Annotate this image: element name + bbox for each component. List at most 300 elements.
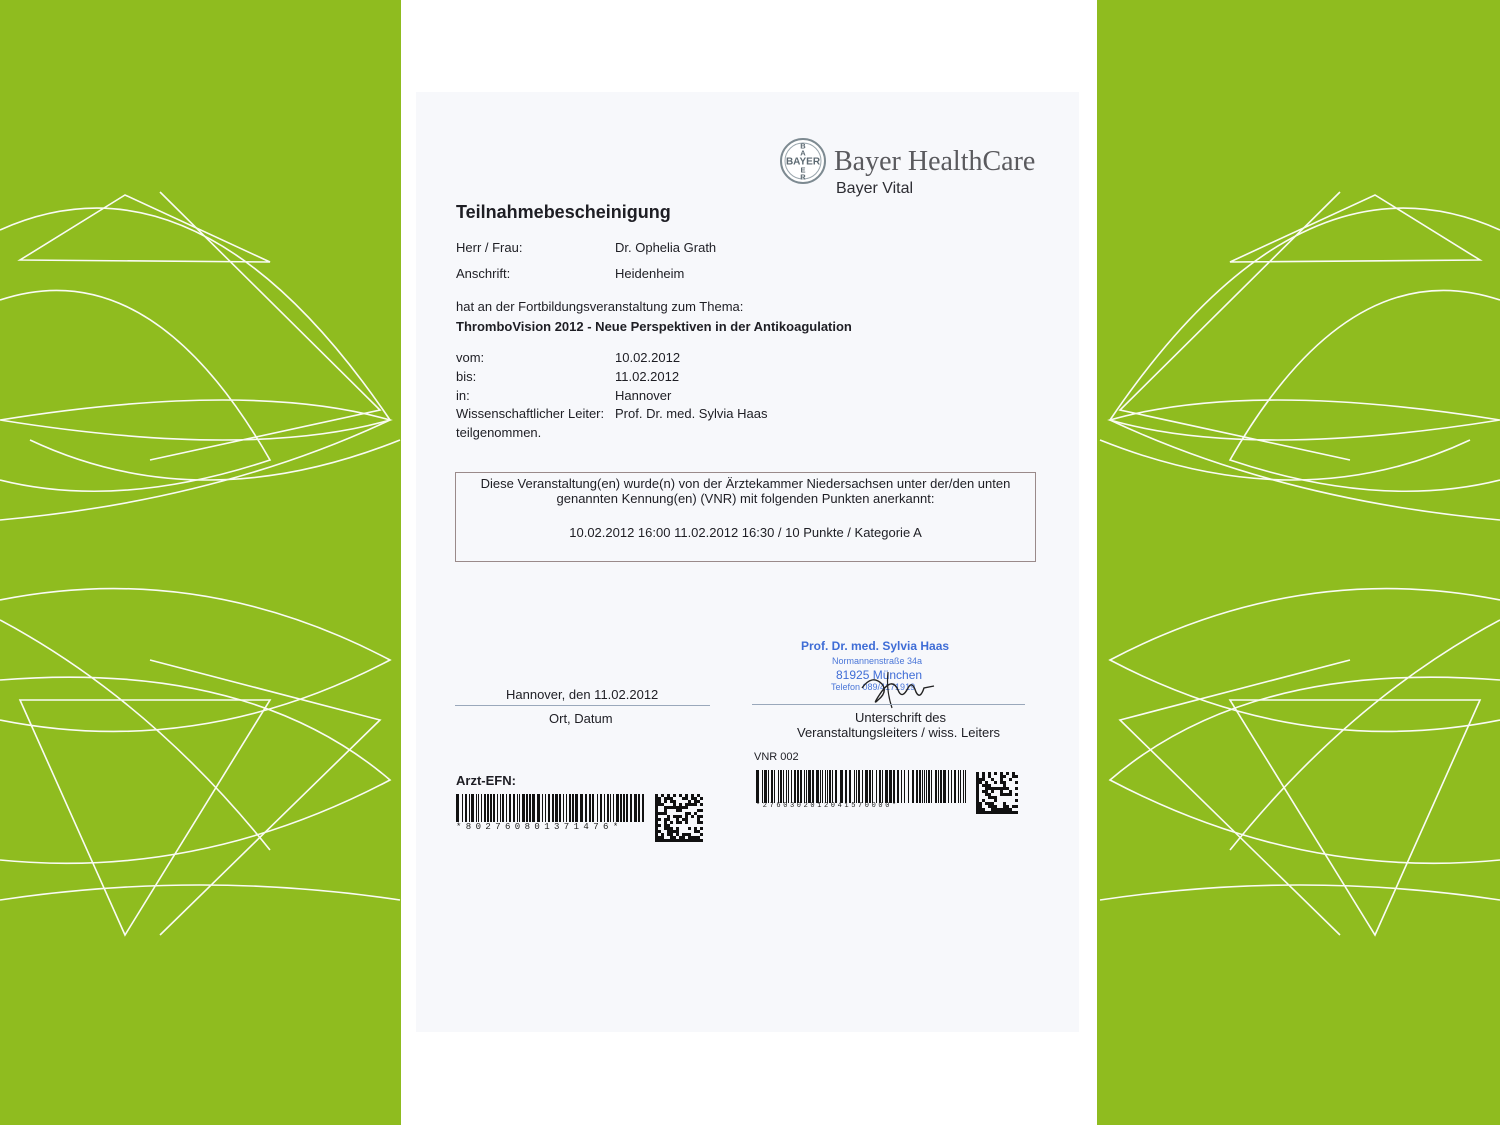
detail-label-location: in: xyxy=(456,388,470,403)
datamatrix-module xyxy=(1003,805,1006,808)
datamatrix-module xyxy=(979,802,982,805)
barcode-bar xyxy=(764,770,767,803)
datamatrix-module xyxy=(1003,811,1006,814)
datamatrix-module xyxy=(694,830,697,833)
datamatrix-module xyxy=(655,833,658,836)
ornament-pattern-right xyxy=(1097,0,1500,1125)
barcode-bar xyxy=(940,770,942,803)
datamatrix-module xyxy=(655,827,658,830)
efn-datamatrix-code xyxy=(655,794,703,842)
datamatrix-module xyxy=(694,839,697,842)
barcode-bar xyxy=(623,794,625,822)
barcode-bar xyxy=(926,770,927,803)
barcode-bar xyxy=(786,770,787,803)
datamatrix-module xyxy=(976,778,979,781)
datamatrix-module xyxy=(700,797,703,800)
barcode-bar xyxy=(806,770,807,803)
datamatrix-module xyxy=(685,812,688,815)
datamatrix-module xyxy=(676,827,679,830)
datamatrix-module xyxy=(664,839,667,842)
datamatrix-module xyxy=(667,797,670,800)
datamatrix-module xyxy=(985,787,988,790)
stamp-city: 81925 München xyxy=(836,668,923,682)
barcode-bar xyxy=(616,794,619,822)
datamatrix-module xyxy=(982,808,985,811)
barcode-bar xyxy=(788,770,789,803)
datamatrix-module xyxy=(667,806,670,809)
datamatrix-module xyxy=(688,803,691,806)
datamatrix-module xyxy=(673,830,676,833)
vnr-barcode-number: *2760302012041570000* xyxy=(756,802,899,810)
datamatrix-module xyxy=(994,799,997,802)
datamatrix-module xyxy=(667,839,670,842)
barcode-bar xyxy=(537,794,540,822)
datamatrix-module xyxy=(979,811,982,814)
datamatrix-module xyxy=(670,827,673,830)
barcode-bar xyxy=(563,794,564,822)
datamatrix-module xyxy=(655,830,658,833)
datamatrix-module xyxy=(661,803,664,806)
datamatrix-module xyxy=(976,802,979,805)
datamatrix-module xyxy=(670,839,673,842)
datamatrix-module xyxy=(688,827,691,830)
datamatrix-module xyxy=(700,827,703,830)
barcode-bar xyxy=(869,770,871,803)
datamatrix-module xyxy=(673,836,676,839)
datamatrix-module xyxy=(991,802,994,805)
barcode-bar xyxy=(938,770,939,803)
barcode-bar xyxy=(778,770,779,803)
efn-barcode xyxy=(456,794,646,822)
datamatrix-module xyxy=(673,803,676,806)
datamatrix-module xyxy=(976,811,979,814)
datamatrix-module xyxy=(664,824,667,827)
barcode-bar xyxy=(804,770,805,803)
datamatrix-module xyxy=(673,794,676,797)
accreditation-box xyxy=(455,472,1036,562)
datamatrix-module xyxy=(670,833,673,836)
datamatrix-module xyxy=(655,815,658,818)
datamatrix-module xyxy=(976,808,979,811)
datamatrix-module xyxy=(991,778,994,781)
datamatrix-module xyxy=(994,811,997,814)
datamatrix-module xyxy=(694,803,697,806)
datamatrix-module xyxy=(1003,784,1006,787)
datamatrix-module xyxy=(673,839,676,842)
closing-text: teilgenommen. xyxy=(456,425,542,440)
barcode-bar xyxy=(924,770,925,803)
barcode-bar xyxy=(928,770,930,803)
datamatrix-module xyxy=(655,803,658,806)
barcode-bar xyxy=(825,770,826,803)
datamatrix-module xyxy=(658,824,661,827)
barcode-bar xyxy=(555,794,558,822)
datamatrix-module xyxy=(985,784,988,787)
barcode-bar xyxy=(756,770,759,803)
datamatrix-module xyxy=(655,794,658,797)
datamatrix-module xyxy=(1006,808,1009,811)
datamatrix-module xyxy=(700,839,703,842)
barcode-bar xyxy=(820,770,821,803)
datamatrix-module xyxy=(700,821,703,824)
left-decorative-panel xyxy=(0,0,401,1125)
datamatrix-module xyxy=(667,815,670,818)
datamatrix-module xyxy=(655,821,658,824)
barcode-bar xyxy=(569,794,571,822)
barcode-bar xyxy=(522,794,525,822)
datamatrix-module xyxy=(697,815,700,818)
barcode-bar xyxy=(865,770,868,803)
barcode-bar xyxy=(613,794,614,822)
datamatrix-module xyxy=(691,815,694,818)
datamatrix-module xyxy=(1015,799,1018,802)
datamatrix-module xyxy=(685,815,688,818)
datamatrix-module xyxy=(694,812,697,815)
arzt-efn-label: Arzt-EFN: xyxy=(456,773,516,788)
svg-text:BAYER: BAYER xyxy=(785,156,821,168)
datamatrix-module xyxy=(676,818,679,821)
datamatrix-module xyxy=(676,833,679,836)
datamatrix-module xyxy=(1015,805,1018,808)
datamatrix-module xyxy=(667,830,670,833)
svg-text:A: A xyxy=(800,148,806,158)
datamatrix-module xyxy=(685,839,688,842)
barcode-bar xyxy=(812,770,814,803)
barcode-bar xyxy=(845,770,847,803)
datamatrix-module xyxy=(1000,808,1003,811)
datamatrix-module xyxy=(991,805,994,808)
datamatrix-module xyxy=(655,809,658,812)
datamatrix-module xyxy=(664,806,667,809)
datamatrix-module xyxy=(700,833,703,836)
barcode-bar xyxy=(484,794,486,822)
datamatrix-module xyxy=(682,836,685,839)
vnr-datamatrix-code xyxy=(976,772,1018,814)
barcode-bar xyxy=(943,770,946,803)
barcode-bar xyxy=(872,770,873,803)
datamatrix-module xyxy=(1009,790,1012,793)
datamatrix-module xyxy=(661,812,664,815)
datamatrix-module xyxy=(1006,805,1009,808)
barcode-bar xyxy=(774,770,775,803)
datamatrix-module xyxy=(667,824,670,827)
datamatrix-module xyxy=(994,808,997,811)
barcode-bar xyxy=(469,794,470,822)
brand-name: Bayer HealthCare xyxy=(834,146,1036,177)
barcode-bar xyxy=(951,770,952,803)
datamatrix-module xyxy=(700,809,703,812)
barcode-bar xyxy=(592,794,594,822)
datamatrix-module xyxy=(664,812,667,815)
barcode-bar xyxy=(916,770,918,803)
datamatrix-module xyxy=(988,793,991,796)
datamatrix-module xyxy=(982,772,985,775)
barcode-bar xyxy=(897,770,899,803)
datamatrix-module xyxy=(661,836,664,839)
datamatrix-module xyxy=(679,794,682,797)
barcode-bar xyxy=(580,794,583,822)
datamatrix-module xyxy=(1009,793,1012,796)
datamatrix-module xyxy=(694,836,697,839)
participant-label: Herr / Frau: xyxy=(456,240,523,255)
stamp-street: Normannenstraße 34a xyxy=(832,656,923,666)
place-date-value: Hannover, den 11.02.2012 xyxy=(506,687,659,702)
datamatrix-module xyxy=(1000,781,1003,784)
barcode-bar xyxy=(827,770,828,803)
datamatrix-module xyxy=(994,787,997,790)
barcode-bar xyxy=(476,794,477,822)
barcode-bar xyxy=(862,770,863,803)
barcode-bar xyxy=(771,770,773,803)
datamatrix-module xyxy=(685,833,688,836)
datamatrix-module xyxy=(694,800,697,803)
datamatrix-module xyxy=(679,839,682,842)
datamatrix-module xyxy=(664,827,667,830)
datamatrix-module xyxy=(976,805,979,808)
datamatrix-module xyxy=(697,830,700,833)
datamatrix-module xyxy=(658,800,661,803)
datamatrix-module xyxy=(670,800,673,803)
datamatrix-module xyxy=(1000,790,1003,793)
barcode-bar xyxy=(794,770,796,803)
barcode-bar xyxy=(958,770,959,803)
datamatrix-module xyxy=(697,809,700,812)
barcode-bar xyxy=(783,770,784,803)
event-topic: ThromboVision 2012 - Neue Perspektiven in der Antikoagulation xyxy=(456,319,852,334)
barcode-bar xyxy=(908,770,909,803)
barcode-bar xyxy=(526,794,528,822)
datamatrix-module xyxy=(982,811,985,814)
barcode-bar xyxy=(931,770,932,803)
datamatrix-module xyxy=(997,811,1000,814)
detail-label-leader: Wissenschaftlicher Leiter: xyxy=(456,406,605,421)
datamatrix-module xyxy=(979,805,982,808)
datamatrix-module xyxy=(658,836,661,839)
datamatrix-module xyxy=(691,797,694,800)
datamatrix-module xyxy=(664,797,667,800)
datamatrix-module xyxy=(679,821,682,824)
barcode-bar xyxy=(922,770,923,803)
datamatrix-module xyxy=(988,805,991,808)
datamatrix-module xyxy=(673,800,676,803)
datamatrix-module xyxy=(676,815,679,818)
signature-label-1: Unterschrift des xyxy=(855,710,947,725)
datamatrix-module xyxy=(670,830,673,833)
barcode-bar xyxy=(638,794,640,822)
accreditation-points: 10.02.2012 16:00 11.02.2012 16:30 / 10 Punkte / Kategorie A xyxy=(569,525,922,540)
detail-value-leader: Prof. Dr. med. Sylvia Haas xyxy=(615,406,768,421)
datamatrix-module xyxy=(994,796,997,799)
datamatrix-module xyxy=(1000,772,1003,775)
datamatrix-module xyxy=(688,839,691,842)
datamatrix-module xyxy=(661,833,664,836)
datamatrix-module xyxy=(1006,811,1009,814)
datamatrix-module xyxy=(688,800,691,803)
datamatrix-module xyxy=(997,787,1000,790)
barcode-bar xyxy=(840,770,843,803)
barcode-bar xyxy=(912,770,914,803)
datamatrix-module xyxy=(1012,811,1015,814)
datamatrix-module xyxy=(661,794,664,797)
datamatrix-module xyxy=(991,787,994,790)
barcode-bar xyxy=(620,794,622,822)
datamatrix-module xyxy=(985,790,988,793)
efn-barcode-number: *802760801371476* xyxy=(456,822,623,832)
datamatrix-module xyxy=(1015,793,1018,796)
datamatrix-module xyxy=(670,797,673,800)
barcode-bar xyxy=(780,770,782,803)
datamatrix-module xyxy=(991,790,994,793)
stamp-name: Prof. Dr. med. Sylvia Haas xyxy=(801,639,950,653)
datamatrix-module xyxy=(682,797,685,800)
datamatrix-module xyxy=(976,787,979,790)
svg-text:E: E xyxy=(800,165,806,175)
vnr-barcode xyxy=(756,770,968,803)
barcode-bar xyxy=(519,794,520,822)
svg-text:R: R xyxy=(800,172,806,182)
accreditation-line-2: genannten Kennung(en) (VNR) mit folgenden Punkten anerkannt: xyxy=(556,491,935,506)
intro-text: hat an der Fortbildungsveranstaltung zum Thema: xyxy=(456,299,744,314)
barcode-bar xyxy=(517,794,518,822)
datamatrix-module xyxy=(1009,778,1012,781)
datamatrix-module xyxy=(976,775,979,778)
barcode-bar xyxy=(529,794,531,822)
datamatrix-module xyxy=(1006,772,1009,775)
detail-label-from: vom: xyxy=(456,350,485,365)
barcode-bar xyxy=(849,770,851,803)
barcode-bar xyxy=(502,794,504,822)
barcode-bar xyxy=(832,770,833,803)
datamatrix-module xyxy=(670,806,673,809)
datamatrix-module xyxy=(988,775,991,778)
datamatrix-module xyxy=(658,830,661,833)
barcode-bar xyxy=(478,794,479,822)
datamatrix-module xyxy=(685,806,688,809)
datamatrix-module xyxy=(1009,808,1012,811)
datamatrix-module xyxy=(1006,793,1009,796)
datamatrix-module xyxy=(664,818,667,821)
place-date-line xyxy=(455,705,710,706)
datamatrix-module xyxy=(676,839,679,842)
barcode-bar xyxy=(471,794,474,822)
datamatrix-module xyxy=(1003,802,1006,805)
datamatrix-module xyxy=(664,821,667,824)
datamatrix-module xyxy=(697,839,700,842)
datamatrix-module xyxy=(976,796,979,799)
barcode-bar xyxy=(829,770,831,803)
datamatrix-module xyxy=(682,839,685,842)
barcode-bar xyxy=(548,794,550,822)
certificate-paper xyxy=(416,92,1079,1032)
barcode-bar xyxy=(762,770,763,803)
datamatrix-module xyxy=(1015,811,1018,814)
datamatrix-module xyxy=(1000,811,1003,814)
datamatrix-module xyxy=(664,809,667,812)
datamatrix-module xyxy=(676,830,679,833)
detail-value-location: Hannover xyxy=(615,388,672,403)
datamatrix-module xyxy=(1015,775,1018,778)
datamatrix-module xyxy=(697,794,700,797)
datamatrix-module xyxy=(679,836,682,839)
address-label: Anschrift: xyxy=(456,266,511,281)
datamatrix-module xyxy=(697,818,700,821)
barcode-bar xyxy=(604,794,605,822)
datamatrix-module xyxy=(976,772,979,775)
datamatrix-module xyxy=(985,793,988,796)
barcode-bar xyxy=(566,794,567,822)
barcode-bar xyxy=(607,794,609,822)
datamatrix-module xyxy=(985,781,988,784)
detail-label-to: bis: xyxy=(456,369,477,384)
datamatrix-module xyxy=(661,839,664,842)
barcode-bar xyxy=(954,770,956,803)
datamatrix-module xyxy=(694,797,697,800)
datamatrix-module xyxy=(670,821,673,824)
barcode-bar xyxy=(575,794,578,822)
certificate-title: Teilnahmebescheinigung xyxy=(456,202,671,222)
datamatrix-module xyxy=(991,811,994,814)
datamatrix-module xyxy=(679,809,682,812)
datamatrix-module xyxy=(655,824,658,827)
datamatrix-module xyxy=(655,836,658,839)
bayer-cross-logo xyxy=(779,137,827,185)
right-decorative-panel xyxy=(1097,0,1500,1125)
datamatrix-module xyxy=(1000,778,1003,781)
datamatrix-module xyxy=(679,803,682,806)
place-date-label: Ort, Datum xyxy=(549,711,613,726)
datamatrix-module xyxy=(976,793,979,796)
barcode-bar xyxy=(585,794,587,822)
datamatrix-module xyxy=(694,827,697,830)
datamatrix-module xyxy=(979,778,982,781)
barcode-bar xyxy=(963,770,964,803)
datamatrix-module xyxy=(691,836,694,839)
datamatrix-module xyxy=(1012,805,1015,808)
datamatrix-module xyxy=(982,784,985,787)
datamatrix-module xyxy=(688,812,691,815)
datamatrix-module xyxy=(997,808,1000,811)
barcode-bar xyxy=(876,770,877,803)
detail-value-from: 10.02.2012 xyxy=(615,350,681,365)
barcode-bar xyxy=(634,794,637,822)
barcode-bar xyxy=(879,770,881,803)
datamatrix-module xyxy=(655,797,658,800)
barcode-bar xyxy=(500,794,501,822)
datamatrix-module xyxy=(1000,787,1003,790)
datamatrix-module xyxy=(979,781,982,784)
datamatrix-module xyxy=(667,827,670,830)
barcode-bar xyxy=(919,770,921,803)
datamatrix-module xyxy=(685,821,688,824)
datamatrix-module xyxy=(658,812,661,815)
datamatrix-module xyxy=(979,808,982,811)
barcode-bar xyxy=(552,794,554,822)
datamatrix-module xyxy=(691,794,694,797)
datamatrix-module xyxy=(655,839,658,842)
barcode-bar xyxy=(597,794,598,822)
barcode-bar xyxy=(456,794,459,822)
barcode-bar xyxy=(901,770,902,803)
barcode-bar xyxy=(816,770,819,803)
datamatrix-module xyxy=(655,800,658,803)
participant-name: Dr. Ophelia Grath xyxy=(615,240,717,255)
datamatrix-module xyxy=(1015,781,1018,784)
datamatrix-module xyxy=(688,836,691,839)
datamatrix-module xyxy=(1015,787,1018,790)
datamatrix-module xyxy=(988,772,991,775)
barcode-bar xyxy=(610,794,611,822)
datamatrix-module xyxy=(676,821,679,824)
